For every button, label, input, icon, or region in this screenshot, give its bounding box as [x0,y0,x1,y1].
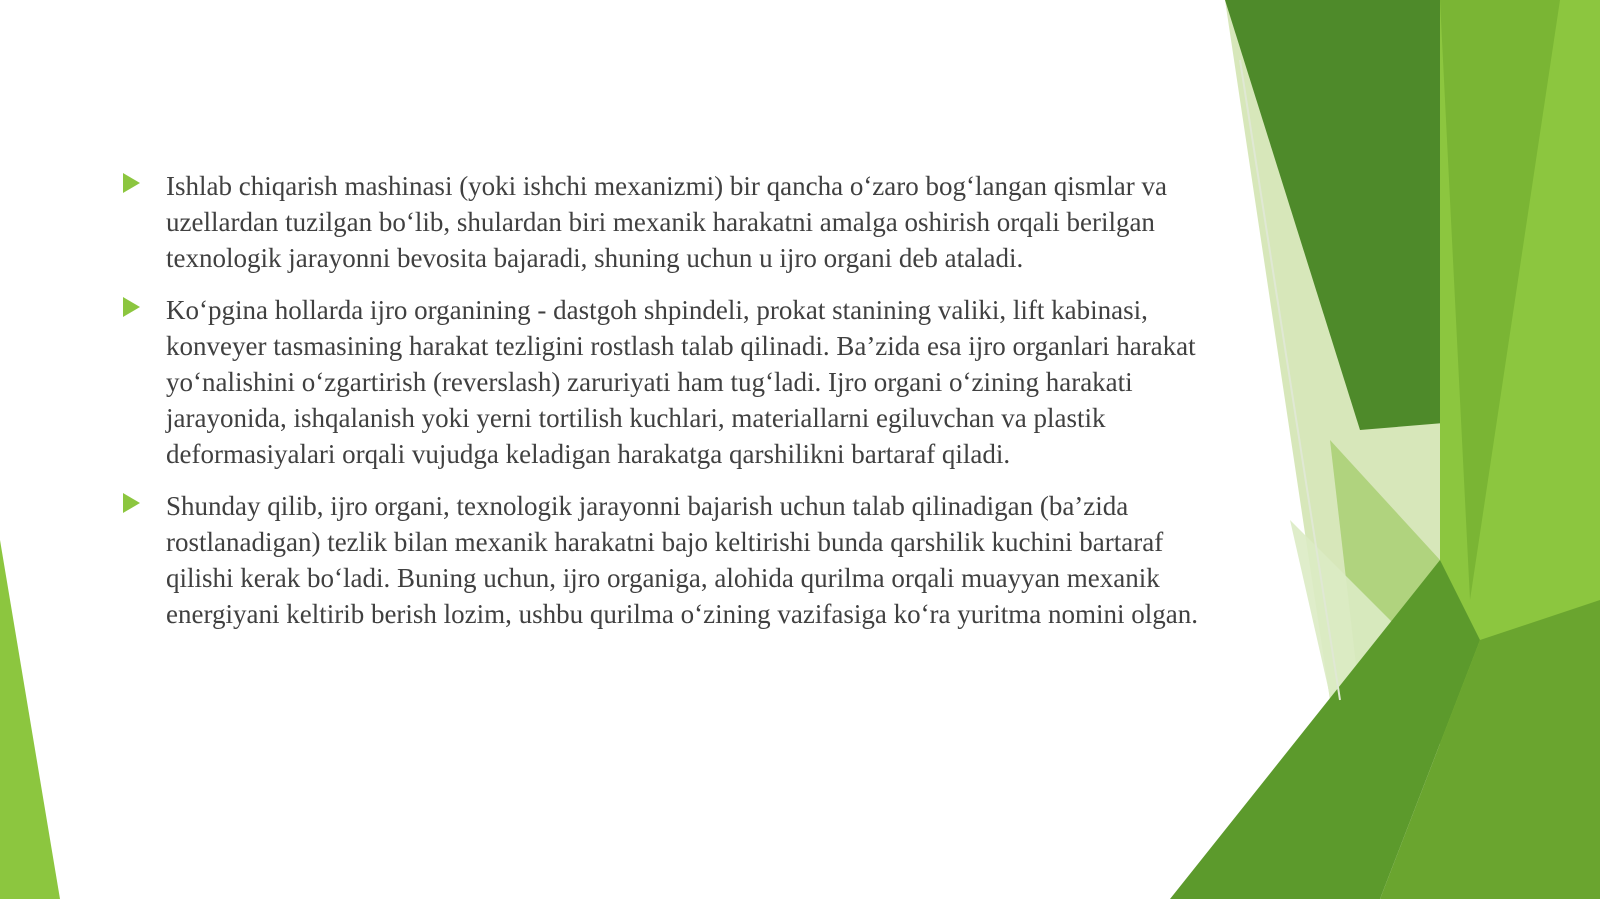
bullet-list [120,168,1225,648]
bullet-item [120,488,1225,632]
bullet-text: Shunday qilib, ijro organi, texnologik jarayonni bajarish uchun talab qilinadigan (ba’zida rostlanadigan) tezlik bilan mexanik harakatni bajo keltirishi bunda qarshilik kuchini bartaraf qilishi kerak bo‘ladi. Buning uchun, ijro organiga, alohida qurilma orqali muayyan mexanik energiyani keltirib berish lozim, ushbu qurilma o‘zining vazifasiga ko‘ra yuritma nomini olgan. [166,491,1198,629]
triangle-bullet-icon [123,173,140,193]
bullet-text: Ishlab chiqarish mashinasi (yoki ishchi mexanizmi) bir qancha o‘zaro bog‘langan qismlar va uzellardan tuzilgan bo‘lib, shulardan biri mexanik harakatni amalga oshirish orqali berilgan texnologik jarayonni bevosita bajaradi, shuning uchun u ijro organi deb ataladi. [166,171,1167,273]
bullet-item [120,168,1225,276]
triangle-bullet-icon [123,493,140,513]
bullet-item [120,292,1225,472]
triangle-bullet-icon [123,297,140,317]
bullet-text: Ko‘pgina hollarda ijro organining - dastgoh shpindeli, prokat stanining valiki, lift kabinasi, konveyer tasmasining harakat tezligini rostlash talab qilinadi. Ba’zida esa ijro organlari harakat yo‘nalishini o‘zgartirish (reverslash) zaruriyati ham tug‘ladi. Ijro organi o‘zining harakati jarayonida, ishqalanish yoki yerni tortilish kuchlari, materiallarni egiluvchan va plastik deformasiyalari orqali vujudga keladigan harakatga qarshilikni bartaraf qiladi. [166,295,1196,469]
